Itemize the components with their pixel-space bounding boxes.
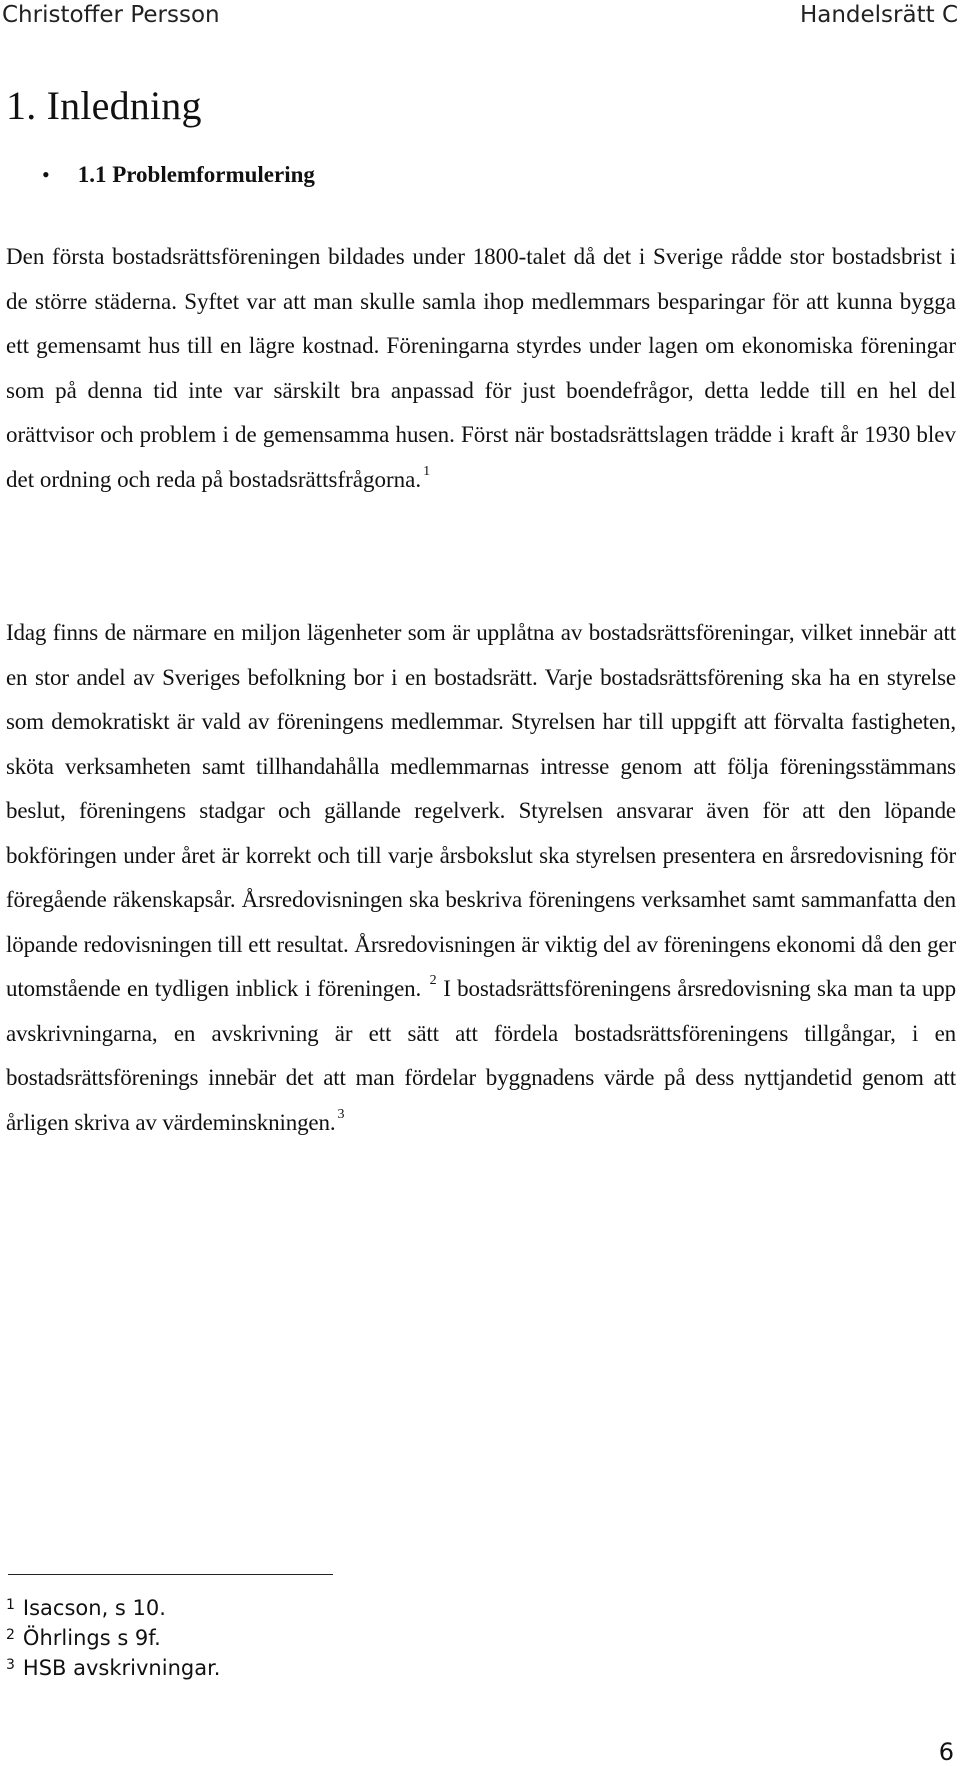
paragraph-2-text-b: I bostadsrättsföreningens årsredovisning ska man ta upp avskrivningarna, en avskrivning är ett sätt att fördela bostadsrättsföreningens tillgångar, i en bostadsrättsförenings innebär det att man fördelar byggnadens värde på dess nyttjandetid genom att årligen skriva av värdeminskningen. xyxy=(6,976,957,1135)
paragraph-2-text-a: Idag finns de närmare en miljon lägenheter som är upplåtna av bostadsrättsföreningar, vilket innebär att en stor andel av Sveriges befolkning bor i en bostadsrätt. Varje bostadsrättsförening ska ha en styrelse som demokratiskt är vald av föreningens medlemmar. Styrelsen har till uppgift att förvalta fastigheten, sköta verksamheten samt tillhandahålla medlemmarnas intresse genom att följa föreningsstämmans beslut, föreningens stadgar och gällande regelverk. Styrelsen ansvarar även för att den löpande bokföringen under året är korrekt och till varje årsbokslut ska styrelsen presentera en årsredovisning för föregående räkenskapsår. Årsredovisningen ska beskriva föreningens verksamhet samt sammanfatta den löpande redovisningen till ett resultat. Årsredovisningen är viktig del av föreningens ekonomi då den ger utomstående en tydligen inblick i föreningen. xyxy=(6,620,956,1001)
footnote-divider xyxy=(8,1574,333,1575)
footnote-item xyxy=(6,1590,220,1620)
footnote-item xyxy=(6,1650,220,1680)
footnote-text: Öhrlings s 9f. xyxy=(22,1626,161,1650)
footnote-item xyxy=(6,1620,220,1650)
footnotes xyxy=(6,1590,220,1680)
footnote-number: 2 xyxy=(6,1627,15,1643)
footnote-number: 3 xyxy=(6,1657,15,1673)
footnote-ref-2: 2 xyxy=(429,973,437,988)
footnote-ref-1: 1 xyxy=(423,463,431,479)
footnote-ref-3: 3 xyxy=(337,1106,345,1122)
page-header xyxy=(0,0,960,34)
page-number: 6 xyxy=(938,1738,954,1766)
section-heading xyxy=(42,162,315,188)
paragraph-1 xyxy=(6,235,956,502)
header-course: Handelsrätt C xyxy=(799,2,958,28)
bullet-icon: • xyxy=(42,162,50,187)
header-author: Christoffer Persson xyxy=(2,2,220,28)
footnote-text: Isacson, s 10. xyxy=(22,1596,166,1620)
footnote-text: HSB avskrivningar. xyxy=(22,1656,221,1680)
paragraph-2 xyxy=(6,611,956,1145)
paragraph-1-text: Den första bostadsrättsföreningen bildades under 1800-talet då det i Sverige rådde stor bostadsbrist i de större städerna. Syftet var att man skulle samla ihop medlemmars besparingar för att kunna bygga ett gemensamt hus till en lägre kostnad. Föreningarna styrdes under lagen om ekonomiska föreningar som på denna tid inte var särskilt bra anpassad för just boendefrågor, detta ledde till en hel del orättvisor och problem i de gemensamma husen. Först när bostadsrättslagen trädde i kraft år 1930 blev det ordning och reda på bostadsrättsfrågorna. xyxy=(6,244,956,492)
footnote-number: 1 xyxy=(6,1597,15,1613)
section-title: 1.1 Problemformulering xyxy=(77,162,315,187)
chapter-heading: 1. Inledning xyxy=(6,83,202,128)
